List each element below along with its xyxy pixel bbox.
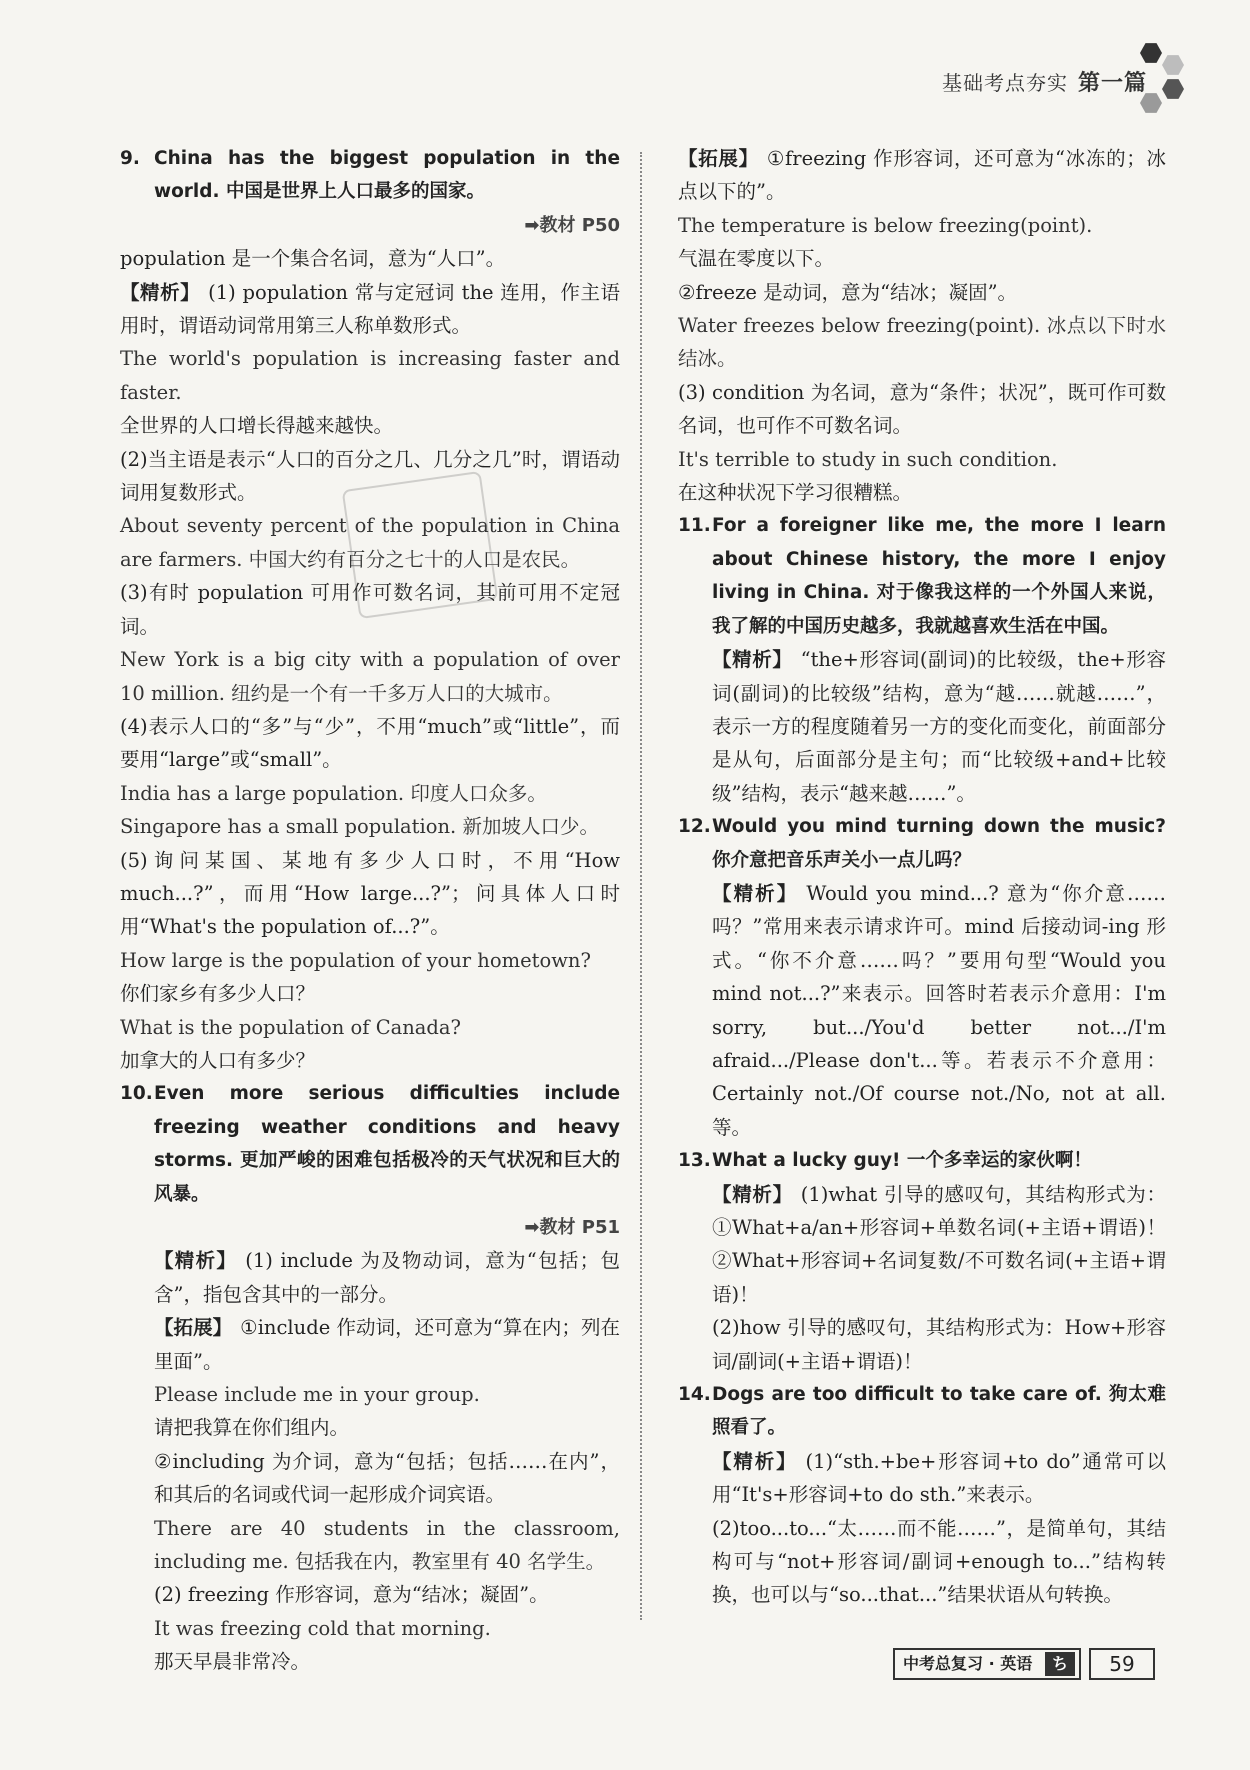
item-number: 11. — [678, 515, 711, 537]
paragraph: 全世界的人口增长得越来越快。 — [120, 414, 394, 438]
item-number: 14. — [678, 1384, 711, 1406]
analysis-paragraph: 【精析】 (1)what 引导的感叹句，其结构形式为：①What+a/an+形容词+单数名词(+主语+谓语)！②What+形容词+名词复数/不可数名词(+主语+谓语)！ — [712, 1182, 1166, 1306]
item-sentence: Dogs are too difficult to take care of. 狗太难照看了。 — [712, 1384, 1166, 1439]
item-number: 13. — [678, 1150, 711, 1172]
example-sentence: New York is a big city with a population of over 10 million. 纽约是一个有一千多万人口的大城市。 — [120, 648, 620, 705]
section-tag: 【精析】 — [712, 881, 799, 905]
header-title — [942, 66, 1147, 97]
page-number: 59 — [1089, 1648, 1155, 1680]
item-sentence: China has the biggest population in the world. 中国是世界上人口最多的国家。 — [154, 148, 620, 203]
right-column — [678, 142, 1166, 1612]
item-heading — [678, 1144, 1166, 1177]
section-tag: 【精析】 — [712, 1182, 793, 1206]
analysis-paragraph: 【精析】 (1) include 为及物动词，意为“包括；包含”，指包含其中的一部分。 — [154, 1249, 620, 1306]
textbook-reference: ➡教材 P51 — [524, 1217, 620, 1238]
item-number: 12. — [678, 816, 711, 838]
analysis-paragraph: 【拓展】 ①freezing 作形容词，还可意为“冰冻的；冰点以下的”。 — [678, 147, 1166, 204]
textbook-reference: ➡教材 P50 — [524, 214, 620, 236]
analysis-paragraph: 【精析】 Would you mind...? 意为“你介意……吗？”常用来表示请求许可。mind 后接动词-ing 形式。“你不介意……吗？”要用句型“Would you mind not...?”来表示。回答时若表示介意用：I'm sorry, but.../You'd better not.../I'm afraid.../Please don't...等。若表示不介意用：Certainly not./Of course not./No, not at all.等。 — [712, 881, 1166, 1139]
analysis-paragraph: 【精析】 “the+形容词(副词)的比较级，the+形容词(副词)的比较级”结构，意为“越……就越……”，表示一方的程度随着另一方的变化而变化，前面部分是从句，后面部分是主句；而“比较级+and+比较级”结构，表示“越来越……”。 — [712, 648, 1166, 805]
item-heading — [678, 509, 1166, 643]
item-heading — [120, 1077, 620, 1211]
item-number: 9. — [120, 148, 140, 169]
example-sentence: There are 40 students in the classroom, including me. 包括我在内，教室里有 40 名学生。 — [154, 1516, 620, 1574]
item-sentence: For a foreigner like me, the more I learn about Chinese history, the more I enjoy living in China. 对于像我这样的一个外国人来说，我了解的中国历史越多，我就越喜欢生活在中国。 — [712, 515, 1166, 637]
paragraph: 在这种状况下学习很糟糕。 — [678, 481, 913, 505]
left-column — [120, 142, 620, 1679]
paragraph: 你们家乡有多少人口？ — [120, 982, 316, 1006]
example-sentence: India has a large population. 印度人口众多。 — [120, 781, 547, 805]
section-tag: 【拓展】 — [678, 147, 759, 170]
example-sentence: Please include me in your group. — [154, 1383, 480, 1407]
section-tag: 【拓展】 — [154, 1316, 233, 1340]
paragraph: population 是一个集合名词，意为“人口”。 — [120, 247, 506, 271]
brand-logo-icon: ち — [1045, 1652, 1075, 1676]
paragraph: 请把我算在你们组内。 — [154, 1416, 350, 1440]
item-number: 10. — [120, 1083, 153, 1105]
example-sentence: Water freezes below freezing(point). 冰点以下时水结冰。 — [678, 314, 1166, 371]
paragraph: (2)too...to...“太……而不能……”，是简单句，其结构可与“not+形容词/副词+enough to...”结构转换，也可以与“so...that...”结果状语从句转换。 — [712, 1516, 1166, 1607]
paragraph: (2)how 引导的感叹句，其结构形式为：How+形容词/副词(+主语+谓语)！ — [712, 1316, 1166, 1373]
paragraph: (2)当主语是表示“人口的百分之几、几分之几”时，谓语动词用复数形式。 — [120, 447, 620, 505]
section-tag: 【精析】 — [120, 280, 201, 304]
page-header — [790, 38, 1250, 118]
item-heading — [120, 142, 620, 209]
analysis-paragraph: 【精析】 (1) population 常与定冠词 the 连用，作主语用时，谓语动词常用第三人称单数形式。 — [120, 280, 620, 338]
paragraph: (5)询问某国、某地有多少人口时，不用“How much...?”，而用“How large...?”；问具体人口时用“What's the population of...?”。 — [120, 848, 620, 939]
paragraph: (4)表示人口的“多”与“少”，不用“much”或“little”，而要用“large”或“small”。 — [120, 714, 620, 772]
example-sentence: Singapore has a small population. 新加坡人口少。 — [120, 815, 599, 839]
section-title: 基础考点夯实 — [941, 71, 1068, 95]
arrow-right-icon: ➡ — [524, 1217, 540, 1238]
example-sentence: How large is the population of your hometown? — [120, 948, 591, 972]
analysis-paragraph: 【拓展】 ①include 作动词，还可意为“算在内；列在里面”。 — [154, 1316, 620, 1373]
example-sentence: The world's population is increasing faster and faster. — [120, 347, 620, 404]
arrow-right-icon: ➡ — [524, 214, 540, 236]
section-tag: 【精析】 — [154, 1249, 238, 1273]
paragraph: (3)有时 population 可用作可数名词，其前可用不定冠词。 — [120, 581, 620, 638]
item-sentence: Even more serious difficulties include freezing weather conditions and heavy storms. 更加严峻的困难包括极冷的天气状况和巨大的风暴。 — [154, 1083, 620, 1205]
example-sentence: It's terrible to study in such condition. — [678, 447, 1058, 471]
paragraph: (3) condition 为名词，意为“条件；状况”，既可作可数名词，也可作不可数名词。 — [678, 380, 1166, 438]
example-sentence: It was freezing cold that morning. — [154, 1616, 491, 1640]
example-sentence: What is the population of Canada? — [120, 1015, 461, 1039]
column-divider — [640, 152, 642, 1620]
footer-brand: 中考总复习 · 英语 ち — [893, 1648, 1081, 1680]
item-heading — [678, 1378, 1166, 1445]
item-heading — [678, 810, 1166, 877]
section-tag: 【精析】 — [712, 648, 793, 672]
paragraph: 那天早晨非常冷。 — [154, 1650, 311, 1674]
paragraph: 气温在零度以下。 — [678, 247, 835, 271]
paragraph: ②freeze 是动词，意为“结冰；凝固”。 — [678, 280, 1018, 304]
hexagon-decoration-icon — [1134, 42, 1194, 118]
paragraph: 加拿大的人口有多少？ — [120, 1048, 316, 1072]
part-label: 第一篇 — [1077, 71, 1147, 96]
analysis-paragraph: 【精析】 (1)“sth.+be+形容词+to do”通常可以用“It's+形容词+to do sth.”来表示。 — [712, 1449, 1166, 1507]
page-footer — [893, 1644, 1163, 1684]
item-sentence: What a lucky guy! 一个多幸运的家伙啊！ — [712, 1150, 1092, 1172]
paragraph: ②including 为介词，意为“包括；包括……在内”，和其后的名词或代词一起形成介词宾语。 — [154, 1449, 620, 1507]
paragraph: (2) freezing 作形容词，意为“结冰；凝固”。 — [154, 1583, 549, 1607]
example-sentence: The temperature is below freezing(point). — [678, 213, 1093, 237]
item-sentence: Would you mind turning down the music? 你介意把音乐声关小一点儿吗？ — [712, 816, 1166, 871]
example-sentence: About seventy percent of the population in China are farmers. 中国大约有百分之七十的人口是农民。 — [120, 514, 620, 571]
section-tag: 【精析】 — [712, 1449, 798, 1473]
